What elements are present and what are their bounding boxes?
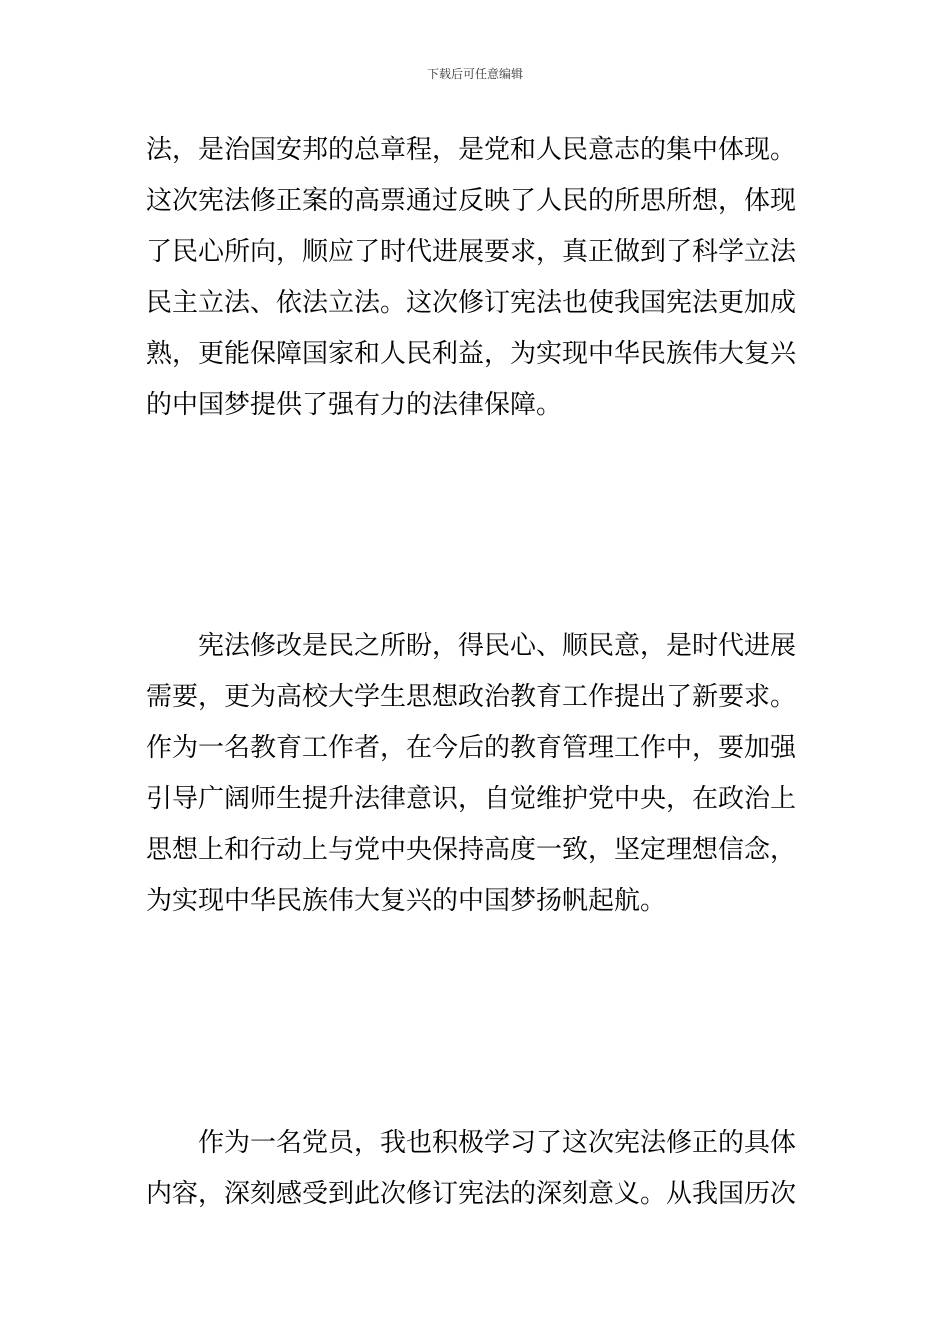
text-line: 作为一名教育工作者，在今后的教育管理工作中，要加强	[146, 733, 797, 763]
text-line: 作为一名党员，我也积极学习了这次宪法修正的具体	[198, 1128, 797, 1158]
text-line: 引导广阔师生提升法律意识，自觉维护党中央，在政治上	[146, 784, 797, 814]
paragraph-3	[146, 1118, 810, 1220]
text-line: 宪法修改是民之所盼，得民心、顺民意，是时代进展	[198, 631, 797, 661]
text-line: 熟，更能保障国家和人民利益，为实现中华民族伟大复兴	[146, 339, 797, 369]
text-line: 这次宪法修正案的高票通过反映了人民的所思所想，体现	[146, 186, 797, 216]
text-line: 民主立法、依法立法。这次修订宪法也使我国宪法更加成	[146, 288, 797, 318]
text-line: 为实现中华民族伟大复兴的中国梦扬帆起航。	[146, 886, 667, 916]
text-line: 思想上和行动上与党中央保持高度一致，坚定理想信念，	[146, 835, 797, 865]
page-header-note: 下载后可任意编辑	[426, 67, 523, 81]
text-line: 了民心所向，顺应了时代进展要求，真正做到了科学立法	[146, 237, 797, 267]
text-line: 内容，深刻感受到此次修订宪法的深刻意义。从我国历次	[146, 1179, 797, 1209]
paragraph-2	[146, 621, 810, 927]
text-line: 需要，更为高校大学生思想政治教育工作提出了新要求。	[146, 682, 797, 712]
text-line: 的中国梦提供了强有力的法律保障。	[146, 390, 563, 420]
paragraph-1	[146, 125, 810, 431]
text-line: 法，是治国安邦的总章程，是党和人民意志的集中体现。	[146, 135, 797, 165]
